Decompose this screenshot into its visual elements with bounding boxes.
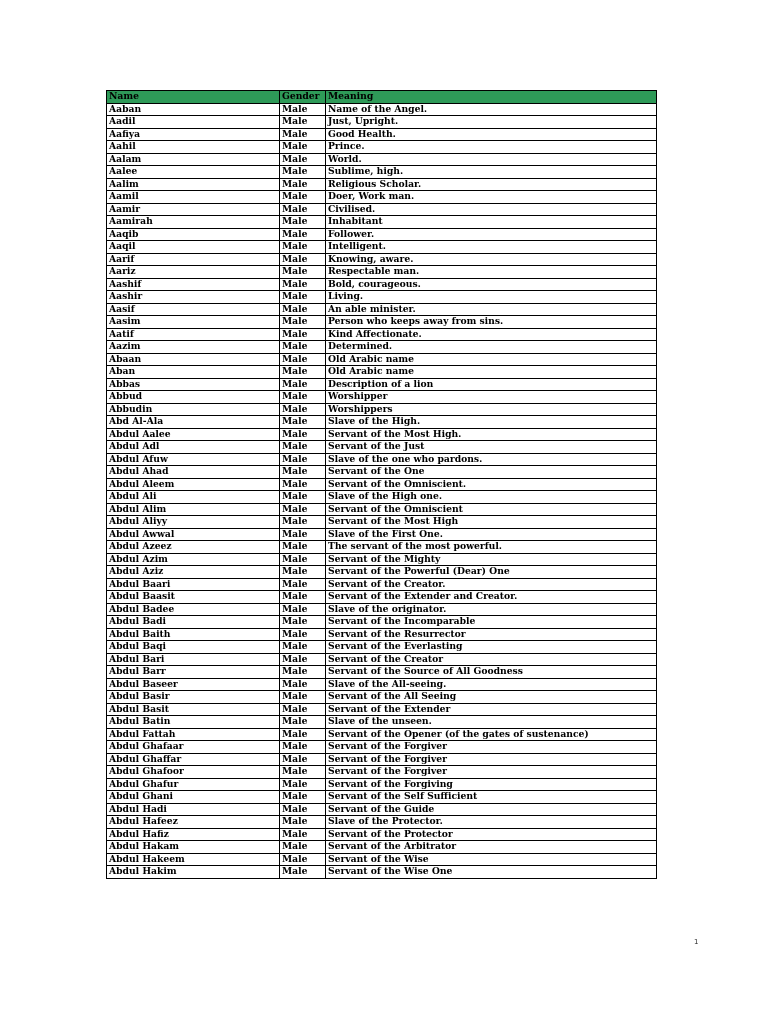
meaning-cell: Servant of the Extender and Creator. — [326, 591, 657, 604]
table-row — [107, 428, 657, 441]
gender-cell: Male — [280, 828, 326, 841]
meaning-cell: Servant of the Wise One — [326, 866, 657, 879]
name-cell: Aalam — [107, 153, 280, 166]
name-cell: Abbas — [107, 378, 280, 391]
gender-cell: Male — [280, 528, 326, 541]
meaning-cell: Slave of the unseen. — [326, 716, 657, 729]
name-cell: Aamirah — [107, 216, 280, 229]
name-cell: Abdul Awwal — [107, 528, 280, 541]
meaning-cell: Servant of the Source of All Goodness — [326, 666, 657, 679]
meaning-cell: An able minister. — [326, 303, 657, 316]
table-row — [107, 116, 657, 129]
table-row — [107, 828, 657, 841]
gender-cell: Male — [280, 591, 326, 604]
name-cell: Abdul Afuw — [107, 453, 280, 466]
table-row — [107, 766, 657, 779]
name-cell: Aamil — [107, 191, 280, 204]
name-cell: Abdul Ghafur — [107, 778, 280, 791]
table-row — [107, 753, 657, 766]
name-cell: Abdul Fattah — [107, 728, 280, 741]
header-meaning: Meaning — [326, 91, 657, 104]
gender-cell: Male — [280, 153, 326, 166]
table-row — [107, 228, 657, 241]
gender-cell: Male — [280, 753, 326, 766]
table-row — [107, 641, 657, 654]
table-row — [107, 278, 657, 291]
table-row — [107, 316, 657, 329]
gender-cell: Male — [280, 678, 326, 691]
gender-cell: Male — [280, 841, 326, 854]
table-row — [107, 341, 657, 354]
table-row — [107, 578, 657, 591]
meaning-cell: Slave of the All-seeing. — [326, 678, 657, 691]
gender-cell: Male — [280, 703, 326, 716]
table-row — [107, 616, 657, 629]
table-row — [107, 791, 657, 804]
gender-cell: Male — [280, 603, 326, 616]
meaning-cell: Just, Upright. — [326, 116, 657, 129]
table-row — [107, 178, 657, 191]
meaning-cell: Servant of the Omniscient — [326, 503, 657, 516]
name-cell: Abdul Aliyy — [107, 516, 280, 529]
meaning-cell: The servant of the most powerful. — [326, 541, 657, 554]
meaning-cell: Servant of the All Seeing — [326, 691, 657, 704]
meaning-cell: Doer, Work man. — [326, 191, 657, 204]
table-row — [107, 541, 657, 554]
meaning-cell: Servant of the Self Sufficient — [326, 791, 657, 804]
table-row — [107, 191, 657, 204]
name-cell: Abd Al-Ala — [107, 416, 280, 429]
table-row — [107, 103, 657, 116]
name-cell: Abdul Hakeem — [107, 853, 280, 866]
table-row — [107, 166, 657, 179]
gender-cell: Male — [280, 453, 326, 466]
table-row — [107, 391, 657, 404]
table-row — [107, 366, 657, 379]
header-name: Name — [107, 91, 280, 104]
name-cell: Abdul Baqi — [107, 641, 280, 654]
gender-cell: Male — [280, 441, 326, 454]
gender-cell: Male — [280, 741, 326, 754]
gender-cell: Male — [280, 866, 326, 879]
name-cell: Abdul Badee — [107, 603, 280, 616]
gender-cell: Male — [280, 216, 326, 229]
gender-cell: Male — [280, 141, 326, 154]
table-row — [107, 816, 657, 829]
meaning-cell: World. — [326, 153, 657, 166]
table-row — [107, 553, 657, 566]
gender-cell: Male — [280, 466, 326, 479]
meaning-cell: Servant of the Most High — [326, 516, 657, 529]
table-row — [107, 216, 657, 229]
meaning-cell: Servant of the Incomparable — [326, 616, 657, 629]
meaning-cell: Determined. — [326, 341, 657, 354]
name-cell: Aasim — [107, 316, 280, 329]
gender-cell: Male — [280, 666, 326, 679]
gender-cell: Male — [280, 128, 326, 141]
meaning-cell: Respectable man. — [326, 266, 657, 279]
gender-cell: Male — [280, 628, 326, 641]
gender-cell: Male — [280, 641, 326, 654]
meaning-cell: Servant of the Just — [326, 441, 657, 454]
name-cell: Aalim — [107, 178, 280, 191]
gender-cell: Male — [280, 503, 326, 516]
meaning-cell: Name of the Angel. — [326, 103, 657, 116]
table-row — [107, 266, 657, 279]
gender-cell: Male — [280, 341, 326, 354]
name-cell: Abdul Baith — [107, 628, 280, 641]
name-cell: Abdul Hafeez — [107, 816, 280, 829]
gender-cell: Male — [280, 228, 326, 241]
gender-cell: Male — [280, 403, 326, 416]
names-table — [106, 90, 657, 879]
meaning-cell: Servant of the Opener (of the gates of sustenance) — [326, 728, 657, 741]
name-cell: Aasif — [107, 303, 280, 316]
meaning-cell: Person who keeps away from sins. — [326, 316, 657, 329]
meaning-cell: Servant of the Forgiver — [326, 741, 657, 754]
table-row — [107, 866, 657, 879]
table-row — [107, 153, 657, 166]
name-cell: Abdul Baasit — [107, 591, 280, 604]
gender-cell: Male — [280, 328, 326, 341]
meaning-cell: Servant of the Extender — [326, 703, 657, 716]
table-body — [107, 103, 657, 878]
meaning-cell: Slave of the First One. — [326, 528, 657, 541]
gender-cell: Male — [280, 316, 326, 329]
table-row — [107, 478, 657, 491]
header-gender: Gender — [280, 91, 326, 104]
gender-cell: Male — [280, 853, 326, 866]
table-row — [107, 453, 657, 466]
table-row — [107, 403, 657, 416]
table-header — [107, 91, 657, 104]
name-cell: Aarif — [107, 253, 280, 266]
meaning-cell: Servant of the Resurrector — [326, 628, 657, 641]
name-cell: Abdul Aleem — [107, 478, 280, 491]
table-row — [107, 778, 657, 791]
gender-cell: Male — [280, 291, 326, 304]
table-row — [107, 503, 657, 516]
table-row — [107, 678, 657, 691]
gender-cell: Male — [280, 203, 326, 216]
table-row — [107, 716, 657, 729]
table-row — [107, 528, 657, 541]
name-cell: Aalee — [107, 166, 280, 179]
gender-cell: Male — [280, 491, 326, 504]
gender-cell: Male — [280, 178, 326, 191]
header-row — [107, 91, 657, 104]
meaning-cell: Servant of the Powerful (Dear) One — [326, 566, 657, 579]
meaning-cell: Servant of the Forgiver — [326, 753, 657, 766]
table-row — [107, 378, 657, 391]
gender-cell: Male — [280, 816, 326, 829]
gender-cell: Male — [280, 428, 326, 441]
name-cell: Abdul Aziz — [107, 566, 280, 579]
meaning-cell: Worshipper — [326, 391, 657, 404]
meaning-cell: Bold, courageous. — [326, 278, 657, 291]
meaning-cell: Religious Scholar. — [326, 178, 657, 191]
name-cell: Abdul Baari — [107, 578, 280, 591]
meaning-cell: Slave of the High one. — [326, 491, 657, 504]
meaning-cell: Description of a lion — [326, 378, 657, 391]
meaning-cell: Intelligent. — [326, 241, 657, 254]
name-cell: Abdul Hafiz — [107, 828, 280, 841]
meaning-cell: Servant of the Everlasting — [326, 641, 657, 654]
table-row — [107, 603, 657, 616]
gender-cell: Male — [280, 241, 326, 254]
name-cell: Abdul Alim — [107, 503, 280, 516]
table-row — [107, 253, 657, 266]
meaning-cell: Slave of the originator. — [326, 603, 657, 616]
table-row — [107, 328, 657, 341]
meaning-cell: Servant of the One — [326, 466, 657, 479]
name-cell: Aariz — [107, 266, 280, 279]
gender-cell: Male — [280, 766, 326, 779]
gender-cell: Male — [280, 803, 326, 816]
gender-cell: Male — [280, 578, 326, 591]
meaning-cell: Servant of the Mighty — [326, 553, 657, 566]
table-row — [107, 666, 657, 679]
meaning-cell: Kind Affectionate. — [326, 328, 657, 341]
gender-cell: Male — [280, 616, 326, 629]
name-cell: Aaqib — [107, 228, 280, 241]
name-cell: Abdul Ali — [107, 491, 280, 504]
table-row — [107, 416, 657, 429]
meaning-cell: Slave of the one who pardons. — [326, 453, 657, 466]
meaning-cell: Servant of the Forgiver — [326, 766, 657, 779]
meaning-cell: Slave of the High. — [326, 416, 657, 429]
table-row — [107, 241, 657, 254]
name-cell: Aazim — [107, 341, 280, 354]
name-cell: Aashif — [107, 278, 280, 291]
gender-cell: Male — [280, 728, 326, 741]
name-cell: Aadil — [107, 116, 280, 129]
gender-cell: Male — [280, 778, 326, 791]
meaning-cell: Prince. — [326, 141, 657, 154]
table-row — [107, 516, 657, 529]
meaning-cell: Servant of the Wise — [326, 853, 657, 866]
name-cell: Aahil — [107, 141, 280, 154]
gender-cell: Male — [280, 303, 326, 316]
gender-cell: Male — [280, 553, 326, 566]
name-cell: Abdul Hadi — [107, 803, 280, 816]
table-row — [107, 591, 657, 604]
meaning-cell: Civilised. — [326, 203, 657, 216]
name-cell: Aatif — [107, 328, 280, 341]
name-cell: Abdul Basir — [107, 691, 280, 704]
name-cell: Abdul Baseer — [107, 678, 280, 691]
meaning-cell: Old Arabic name — [326, 366, 657, 379]
page-number: 1 — [694, 938, 699, 946]
name-cell: Abdul Ahad — [107, 466, 280, 479]
gender-cell: Male — [280, 266, 326, 279]
name-cell: Abbudin — [107, 403, 280, 416]
name-cell: Aaban — [107, 103, 280, 116]
meaning-cell: Living. — [326, 291, 657, 304]
table-row — [107, 466, 657, 479]
gender-cell: Male — [280, 541, 326, 554]
meaning-cell: Servant of the Protector — [326, 828, 657, 841]
name-cell: Abdul Hakam — [107, 841, 280, 854]
table-row — [107, 566, 657, 579]
gender-cell: Male — [280, 716, 326, 729]
meaning-cell: Servant of the Forgiving — [326, 778, 657, 791]
table-row — [107, 203, 657, 216]
name-cell: Aban — [107, 366, 280, 379]
gender-cell: Male — [280, 566, 326, 579]
meaning-cell: Worshippers — [326, 403, 657, 416]
table-row — [107, 353, 657, 366]
name-cell: Abdul Hakim — [107, 866, 280, 879]
name-cell: Aaqil — [107, 241, 280, 254]
meaning-cell: Inhabitant — [326, 216, 657, 229]
meaning-cell: Servant of the Most High. — [326, 428, 657, 441]
name-cell: Abdul Ghafoor — [107, 766, 280, 779]
table-row — [107, 841, 657, 854]
meaning-cell: Sublime, high. — [326, 166, 657, 179]
name-cell: Aamir — [107, 203, 280, 216]
name-cell: Abdul Ghafaar — [107, 741, 280, 754]
name-cell: Abdul Basit — [107, 703, 280, 716]
gender-cell: Male — [280, 353, 326, 366]
table-row — [107, 691, 657, 704]
gender-cell: Male — [280, 103, 326, 116]
table-row — [107, 853, 657, 866]
gender-cell: Male — [280, 391, 326, 404]
meaning-cell: Old Arabic name — [326, 353, 657, 366]
name-cell: Abdul Aalee — [107, 428, 280, 441]
gender-cell: Male — [280, 278, 326, 291]
name-cell: Abdul Ghani — [107, 791, 280, 804]
name-cell: Abdul Azim — [107, 553, 280, 566]
name-cell: Abdul Batin — [107, 716, 280, 729]
table-row — [107, 128, 657, 141]
meaning-cell: Servant of the Creator — [326, 653, 657, 666]
table-row — [107, 653, 657, 666]
meaning-cell: Servant of the Guide — [326, 803, 657, 816]
name-cell: Abdul Badi — [107, 616, 280, 629]
meaning-cell: Slave of the Protector. — [326, 816, 657, 829]
table-row — [107, 741, 657, 754]
table-row — [107, 728, 657, 741]
table-row — [107, 141, 657, 154]
gender-cell: Male — [280, 516, 326, 529]
table-row — [107, 291, 657, 304]
gender-cell: Male — [280, 191, 326, 204]
table-row — [107, 803, 657, 816]
meaning-cell: Servant of the Creator. — [326, 578, 657, 591]
gender-cell: Male — [280, 791, 326, 804]
gender-cell: Male — [280, 653, 326, 666]
name-cell: Abdul Bari — [107, 653, 280, 666]
name-cell: Abdul Barr — [107, 666, 280, 679]
table-row — [107, 491, 657, 504]
name-cell: Aashir — [107, 291, 280, 304]
name-cell: Abdul Adl — [107, 441, 280, 454]
name-cell: Abdul Azeez — [107, 541, 280, 554]
name-cell: Abbud — [107, 391, 280, 404]
gender-cell: Male — [280, 691, 326, 704]
table-row — [107, 441, 657, 454]
gender-cell: Male — [280, 416, 326, 429]
name-cell: Abaan — [107, 353, 280, 366]
table-row — [107, 628, 657, 641]
gender-cell: Male — [280, 366, 326, 379]
gender-cell: Male — [280, 478, 326, 491]
meaning-cell: Knowing, aware. — [326, 253, 657, 266]
meaning-cell: Servant of the Arbitrator — [326, 841, 657, 854]
table-row — [107, 303, 657, 316]
gender-cell: Male — [280, 253, 326, 266]
gender-cell: Male — [280, 378, 326, 391]
name-cell: Aafiya — [107, 128, 280, 141]
name-cell: Abdul Ghaffar — [107, 753, 280, 766]
meaning-cell: Servant of the Omniscient. — [326, 478, 657, 491]
meaning-cell: Follower. — [326, 228, 657, 241]
table-row — [107, 703, 657, 716]
gender-cell: Male — [280, 116, 326, 129]
gender-cell: Male — [280, 166, 326, 179]
meaning-cell: Good Health. — [326, 128, 657, 141]
